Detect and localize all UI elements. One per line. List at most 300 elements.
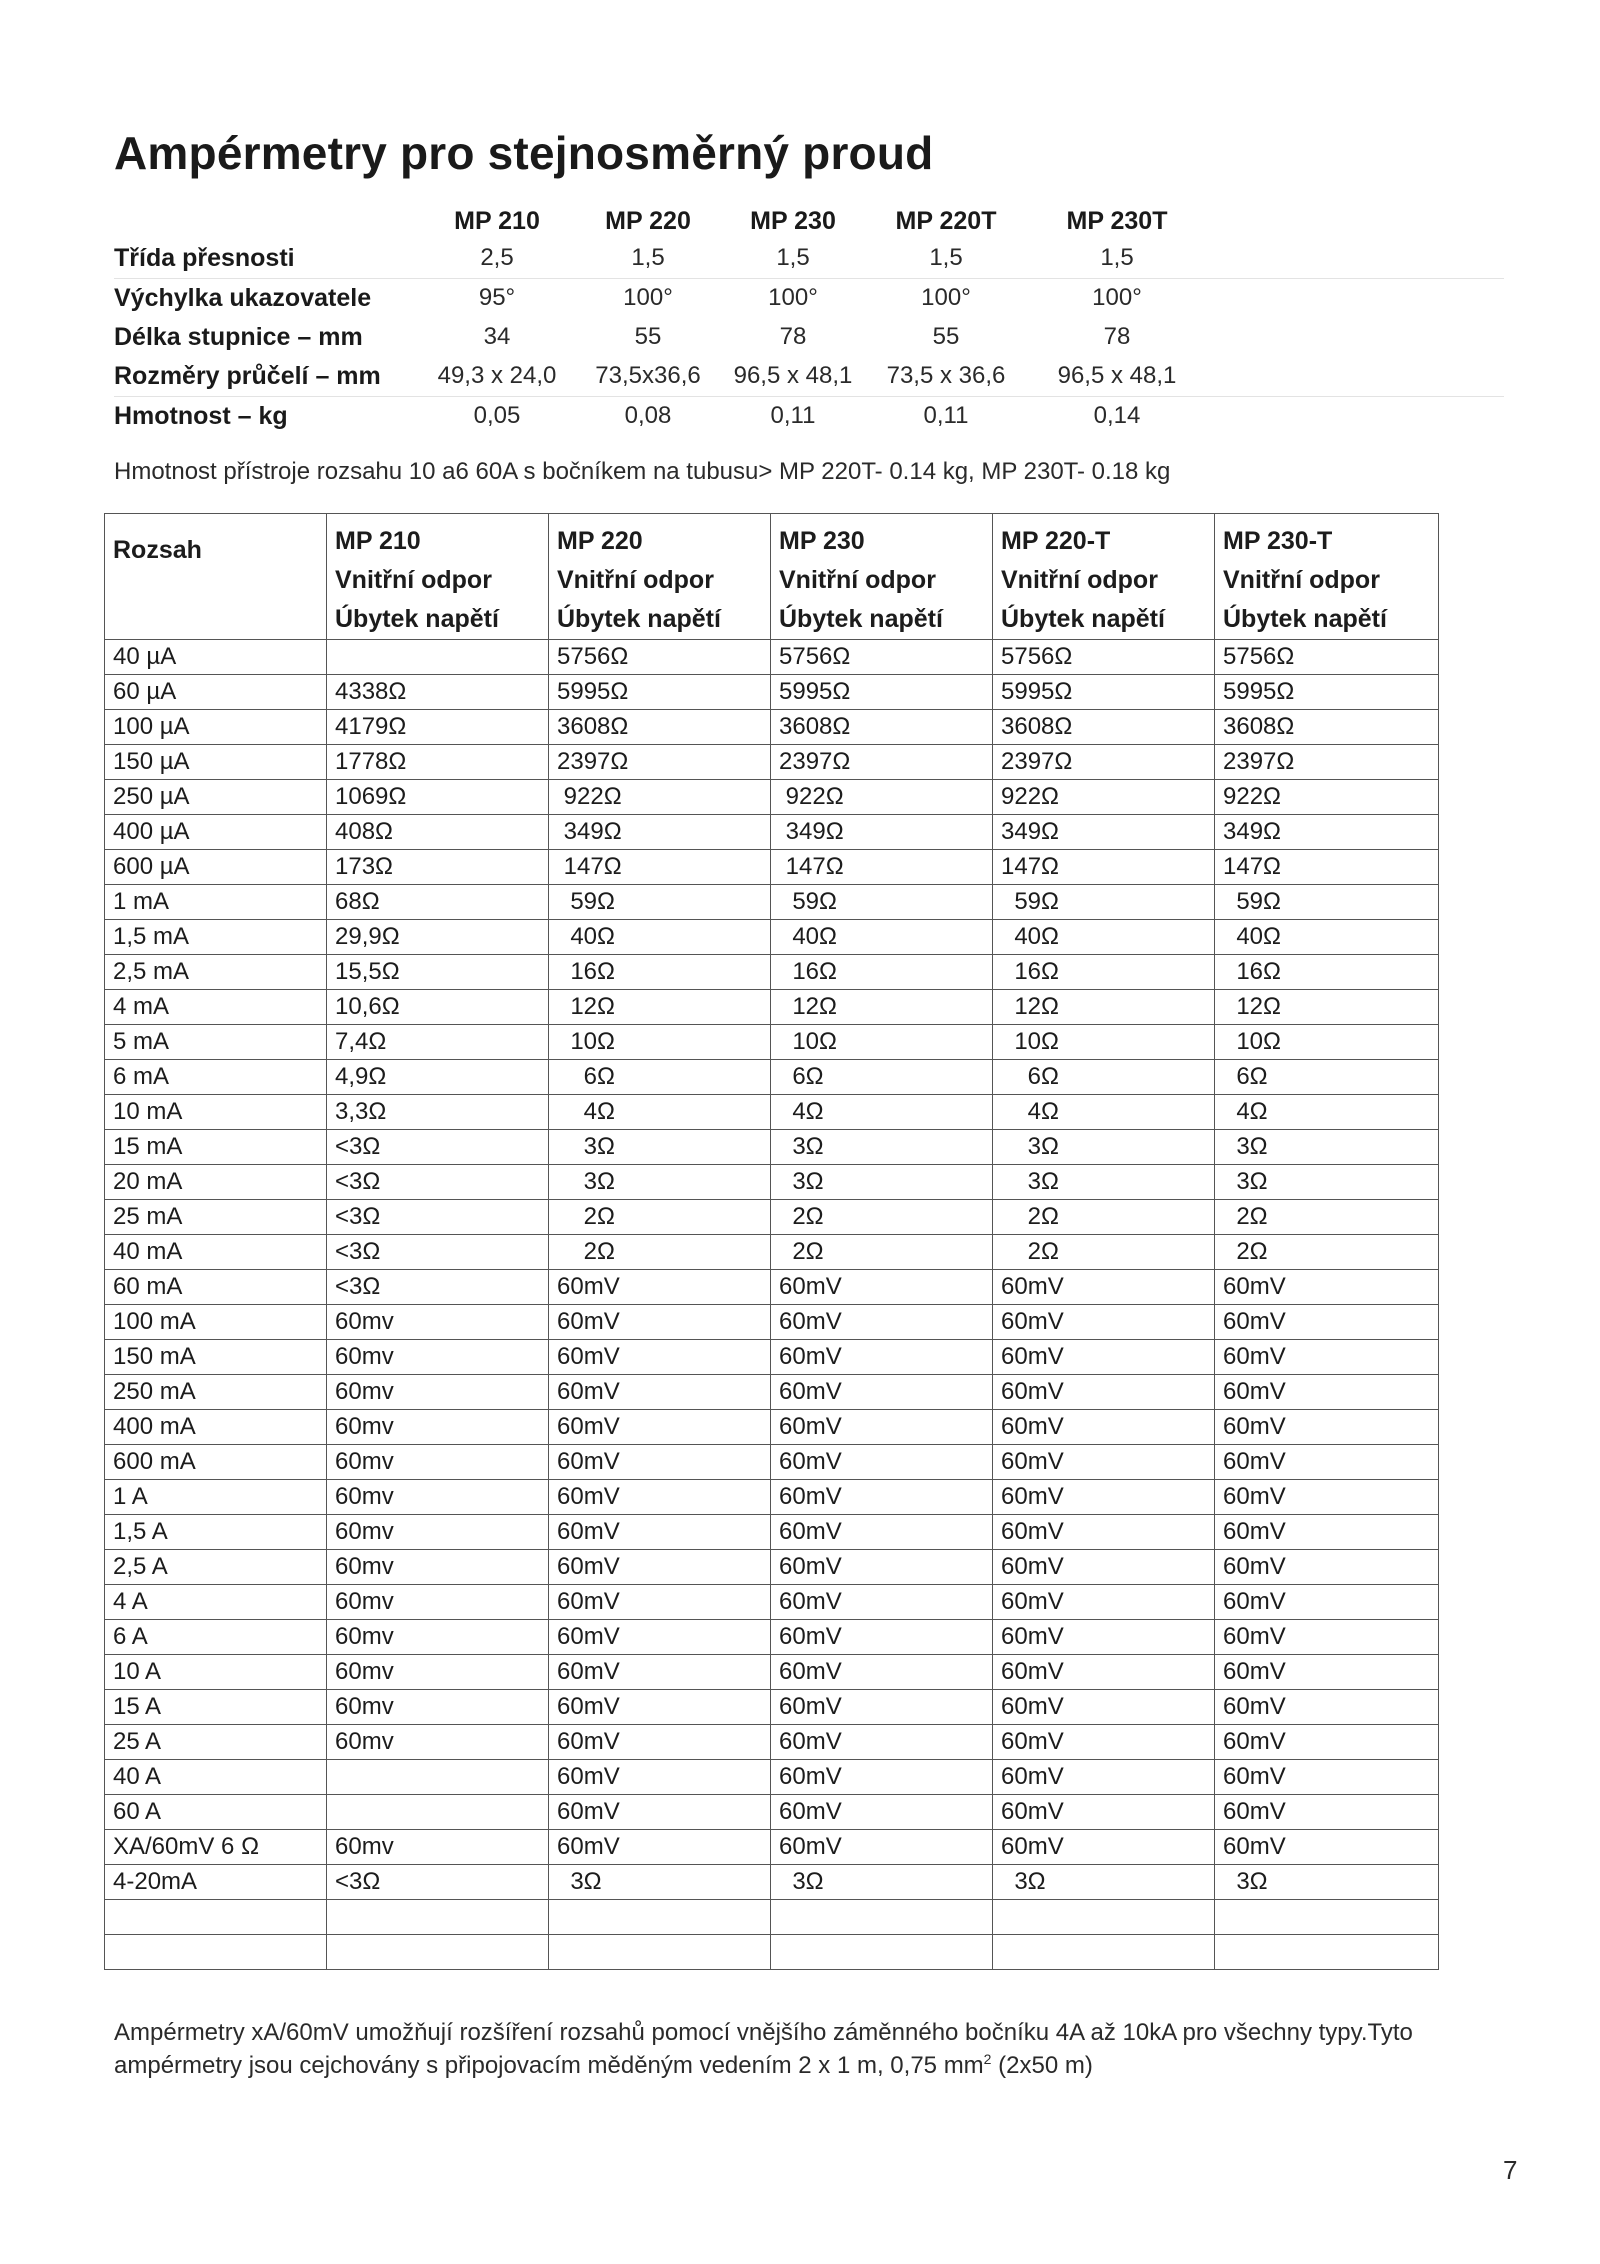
value-cell: 60mV bbox=[1215, 1375, 1439, 1410]
spec-value: 1,5 bbox=[776, 244, 810, 271]
value-cell: 60mV bbox=[993, 1620, 1215, 1655]
range-cell: 250 µA bbox=[105, 780, 327, 815]
value-cell: 60mV bbox=[771, 1305, 993, 1340]
value-cell: 60mV bbox=[771, 1515, 993, 1550]
table-row bbox=[105, 1375, 1439, 1410]
range-cell: 15 A bbox=[105, 1690, 327, 1725]
value-cell: 60mv bbox=[327, 1375, 549, 1410]
value-cell: 60mV bbox=[1215, 1445, 1439, 1480]
value-cell: 2397Ω bbox=[1215, 745, 1439, 780]
value-cell: 60mV bbox=[549, 1340, 771, 1375]
value-cell: 16Ω bbox=[549, 955, 771, 990]
value-cell: <3Ω bbox=[327, 1130, 549, 1165]
value-cell: 60mV bbox=[993, 1760, 1215, 1795]
value-cell: 68Ω bbox=[327, 885, 549, 920]
value-cell: 4Ω bbox=[771, 1095, 993, 1130]
value-cell: 3Ω bbox=[1215, 1130, 1439, 1165]
value-cell: 60mV bbox=[993, 1340, 1215, 1375]
table-row bbox=[105, 1480, 1439, 1515]
value-cell: 922Ω bbox=[1215, 780, 1439, 815]
value-cell: 60mV bbox=[771, 1445, 993, 1480]
column-header-line: Úbytek napětí bbox=[557, 605, 721, 633]
value-cell: 408Ω bbox=[327, 815, 549, 850]
range-cell: 400 mA bbox=[105, 1410, 327, 1445]
value-cell: 60mV bbox=[549, 1375, 771, 1410]
column-header-line: MP 220 bbox=[557, 527, 643, 555]
value-cell: 3Ω bbox=[771, 1165, 993, 1200]
value-cell: 59Ω bbox=[993, 885, 1215, 920]
column-header-line: MP 230 bbox=[779, 527, 865, 555]
value-cell: 60mV bbox=[993, 1550, 1215, 1585]
value-cell: 60mV bbox=[993, 1725, 1215, 1760]
value-cell: 5756Ω bbox=[549, 640, 771, 675]
footer-tail: (2x50 m) bbox=[991, 2052, 1093, 2079]
range-cell: 40 µA bbox=[105, 640, 327, 675]
value-cell: <3Ω bbox=[327, 1200, 549, 1235]
range-cell: 40 A bbox=[105, 1760, 327, 1795]
model-column-header bbox=[1215, 514, 1439, 640]
value-cell: 3Ω bbox=[549, 1130, 771, 1165]
column-header-line: Úbytek napětí bbox=[335, 605, 499, 633]
value-cell: 60mV bbox=[993, 1305, 1215, 1340]
table-row bbox=[105, 1550, 1439, 1585]
value-cell: 60mV bbox=[993, 1410, 1215, 1445]
value-cell: 4Ω bbox=[1215, 1095, 1439, 1130]
value-cell: 59Ω bbox=[549, 885, 771, 920]
model-column-header bbox=[993, 514, 1215, 640]
range-cell: 6 mA bbox=[105, 1060, 327, 1095]
value-cell: 12Ω bbox=[771, 990, 993, 1025]
value-cell: 5995Ω bbox=[549, 675, 771, 710]
value-cell bbox=[1215, 1900, 1439, 1935]
value-cell: 1069Ω bbox=[327, 780, 549, 815]
value-cell: 60mv bbox=[327, 1690, 549, 1725]
value-cell bbox=[771, 1935, 993, 1970]
spec-value: 100° bbox=[1092, 284, 1142, 311]
value-cell: 16Ω bbox=[1215, 955, 1439, 990]
value-cell: 16Ω bbox=[771, 955, 993, 990]
model-column-header bbox=[549, 514, 771, 640]
value-cell: 3Ω bbox=[993, 1130, 1215, 1165]
column-header-line: MP 220-T bbox=[1001, 527, 1111, 555]
table-row bbox=[105, 1060, 1439, 1095]
value-cell bbox=[327, 1935, 549, 1970]
table-row bbox=[105, 710, 1439, 745]
table-row bbox=[105, 1795, 1439, 1830]
footer-note bbox=[114, 2020, 1474, 2079]
table-row bbox=[105, 745, 1439, 780]
value-cell: 4Ω bbox=[549, 1095, 771, 1130]
value-cell: 60mv bbox=[327, 1655, 549, 1690]
table-row bbox=[105, 780, 1439, 815]
value-cell bbox=[327, 1795, 549, 1830]
value-cell: 60mV bbox=[993, 1375, 1215, 1410]
value-cell: 3Ω bbox=[549, 1165, 771, 1200]
spec-model-header: MP 230T bbox=[1066, 207, 1168, 235]
value-cell: 60mV bbox=[993, 1480, 1215, 1515]
range-cell: 4-20mA bbox=[105, 1865, 327, 1900]
value-cell: <3Ω bbox=[327, 1165, 549, 1200]
value-cell: 5756Ω bbox=[993, 640, 1215, 675]
value-cell: 10Ω bbox=[549, 1025, 771, 1060]
table-row bbox=[105, 1585, 1439, 1620]
value-cell: 3608Ω bbox=[549, 710, 771, 745]
value-cell: 2Ω bbox=[549, 1200, 771, 1235]
table-row bbox=[105, 640, 1439, 675]
range-cell: 40 mA bbox=[105, 1235, 327, 1270]
value-cell: 4Ω bbox=[993, 1095, 1215, 1130]
spec-row bbox=[114, 239, 1504, 279]
range-cell: 400 µA bbox=[105, 815, 327, 850]
range-cell: 5 mA bbox=[105, 1025, 327, 1060]
spec-value: 100° bbox=[623, 284, 673, 311]
value-cell: 60mV bbox=[549, 1410, 771, 1445]
table-row bbox=[105, 1235, 1439, 1270]
value-cell: 147Ω bbox=[549, 850, 771, 885]
value-cell: 60mV bbox=[1215, 1760, 1439, 1795]
table-row bbox=[105, 1655, 1439, 1690]
spec-value: 73,5x36,6 bbox=[595, 362, 701, 389]
table-row bbox=[105, 1025, 1439, 1060]
value-cell: 60mv bbox=[327, 1480, 549, 1515]
range-cell: 250 mA bbox=[105, 1375, 327, 1410]
spec-value: 0,08 bbox=[624, 402, 672, 429]
value-cell: 5995Ω bbox=[771, 675, 993, 710]
range-cell: 100 mA bbox=[105, 1305, 327, 1340]
value-cell: 60mV bbox=[549, 1480, 771, 1515]
value-cell: 60mV bbox=[993, 1585, 1215, 1620]
value-cell: 60mV bbox=[771, 1375, 993, 1410]
range-cell: 600 µA bbox=[105, 850, 327, 885]
value-cell: 3Ω bbox=[771, 1865, 993, 1900]
spec-row bbox=[114, 357, 1504, 397]
range-cell: 6 A bbox=[105, 1620, 327, 1655]
value-cell: 60mV bbox=[549, 1760, 771, 1795]
value-cell: 60mv bbox=[327, 1620, 549, 1655]
range-cell: 150 mA bbox=[105, 1340, 327, 1375]
spec-row-label: Hmotnost – kg bbox=[114, 402, 288, 430]
spec-table bbox=[114, 205, 1504, 436]
value-cell: 60mV bbox=[771, 1795, 993, 1830]
spec-value: 100° bbox=[921, 284, 971, 311]
table-row bbox=[105, 1270, 1439, 1305]
value-cell: 2Ω bbox=[1215, 1200, 1439, 1235]
range-cell: 20 mA bbox=[105, 1165, 327, 1200]
value-cell: 60mV bbox=[1215, 1340, 1439, 1375]
value-cell: 60mV bbox=[771, 1690, 993, 1725]
value-cell: 60mV bbox=[549, 1585, 771, 1620]
range-cell bbox=[105, 1935, 327, 1970]
value-cell: 60mV bbox=[549, 1305, 771, 1340]
spec-value: 34 bbox=[483, 323, 511, 350]
table-row bbox=[105, 1760, 1439, 1795]
table-row bbox=[105, 1130, 1439, 1165]
value-cell: 29,9Ω bbox=[327, 920, 549, 955]
value-cell: 60mV bbox=[549, 1445, 771, 1480]
value-cell: 12Ω bbox=[1215, 990, 1439, 1025]
spec-model-header: MP 220 bbox=[605, 207, 691, 235]
value-cell: 60mv bbox=[327, 1550, 549, 1585]
value-cell: 15,5Ω bbox=[327, 955, 549, 990]
table-row bbox=[105, 1935, 1439, 1970]
value-cell bbox=[771, 1900, 993, 1935]
value-cell: 60mV bbox=[549, 1655, 771, 1690]
range-cell: 10 mA bbox=[105, 1095, 327, 1130]
value-cell: 60mV bbox=[549, 1270, 771, 1305]
value-cell bbox=[327, 640, 549, 675]
value-cell: 40Ω bbox=[1215, 920, 1439, 955]
spec-row-label: Rozměry průčelí – mm bbox=[114, 362, 381, 390]
spec-value: 78 bbox=[779, 323, 807, 350]
value-cell: 60mV bbox=[771, 1830, 993, 1865]
value-cell bbox=[1215, 1935, 1439, 1970]
spec-model-header: MP 230 bbox=[750, 207, 836, 235]
value-cell: 3Ω bbox=[1215, 1865, 1439, 1900]
spec-value: 49,3 x 24,0 bbox=[437, 362, 557, 389]
table-row bbox=[105, 675, 1439, 710]
table-row bbox=[105, 850, 1439, 885]
value-cell: 349Ω bbox=[1215, 815, 1439, 850]
value-cell: 60mV bbox=[993, 1270, 1215, 1305]
range-cell: 60 µA bbox=[105, 675, 327, 710]
table-row bbox=[105, 885, 1439, 920]
column-header-line: Vnitřní odpor bbox=[779, 566, 936, 594]
value-cell: 40Ω bbox=[549, 920, 771, 955]
value-cell: 60mV bbox=[1215, 1480, 1439, 1515]
value-cell: 40Ω bbox=[771, 920, 993, 955]
value-cell: 60mv bbox=[327, 1305, 549, 1340]
value-cell: 60mV bbox=[549, 1795, 771, 1830]
value-cell: 5756Ω bbox=[771, 640, 993, 675]
column-header-line: Úbytek napětí bbox=[779, 605, 943, 633]
value-cell bbox=[993, 1935, 1215, 1970]
value-cell: 60mV bbox=[1215, 1795, 1439, 1830]
value-cell: 60mV bbox=[549, 1830, 771, 1865]
value-cell: <3Ω bbox=[327, 1270, 549, 1305]
value-cell bbox=[549, 1935, 771, 1970]
table-row bbox=[105, 1830, 1439, 1865]
value-cell: 4338Ω bbox=[327, 675, 549, 710]
value-cell: 60mV bbox=[771, 1655, 993, 1690]
spec-value: 78 bbox=[1103, 323, 1131, 350]
page-number: 7 bbox=[1503, 2155, 1518, 2185]
range-table bbox=[104, 513, 1439, 1970]
value-cell: 12Ω bbox=[549, 990, 771, 1025]
table-row bbox=[105, 815, 1439, 850]
spec-value: 100° bbox=[768, 284, 818, 311]
page-title: Ampérmetry pro stejnosměrný proud bbox=[114, 127, 934, 179]
column-header-line: Úbytek napětí bbox=[1001, 605, 1165, 633]
value-cell: 2Ω bbox=[993, 1200, 1215, 1235]
value-cell: 60mV bbox=[993, 1655, 1215, 1690]
value-cell: 12Ω bbox=[993, 990, 1215, 1025]
table-row bbox=[105, 1445, 1439, 1480]
value-cell: 6Ω bbox=[993, 1060, 1215, 1095]
value-cell: 922Ω bbox=[771, 780, 993, 815]
value-cell: 10Ω bbox=[1215, 1025, 1439, 1060]
value-cell: 60mV bbox=[771, 1620, 993, 1655]
value-cell: 3Ω bbox=[993, 1165, 1215, 1200]
model-column-header bbox=[327, 514, 549, 640]
spec-value: 96,5 x 48,1 bbox=[733, 362, 853, 389]
spec-row bbox=[114, 318, 1504, 357]
value-cell: 3608Ω bbox=[993, 710, 1215, 745]
range-cell: 25 A bbox=[105, 1725, 327, 1760]
value-cell: 60mV bbox=[549, 1620, 771, 1655]
column-header-line: Úbytek napětí bbox=[1223, 605, 1387, 633]
range-cell: 1 A bbox=[105, 1480, 327, 1515]
range-cell: 2,5 mA bbox=[105, 955, 327, 990]
value-cell: 2Ω bbox=[549, 1235, 771, 1270]
table-row bbox=[105, 1410, 1439, 1445]
value-cell: 60mV bbox=[771, 1270, 993, 1305]
value-cell: 60mV bbox=[1215, 1620, 1439, 1655]
value-cell: 60mv bbox=[327, 1515, 549, 1550]
value-cell: 2Ω bbox=[771, 1235, 993, 1270]
value-cell: 60mv bbox=[327, 1725, 549, 1760]
value-cell: 60mV bbox=[549, 1690, 771, 1725]
spec-header-row bbox=[114, 205, 1504, 239]
value-cell: 4,9Ω bbox=[327, 1060, 549, 1095]
value-cell: 10,6Ω bbox=[327, 990, 549, 1025]
table-row bbox=[105, 1200, 1439, 1235]
spec-row-label: Třída přesnosti bbox=[114, 244, 295, 272]
value-cell: 10Ω bbox=[993, 1025, 1215, 1060]
value-cell: 3Ω bbox=[771, 1130, 993, 1165]
value-cell: 60mV bbox=[1215, 1550, 1439, 1585]
value-cell: 1778Ω bbox=[327, 745, 549, 780]
footer-superscript: 2 bbox=[983, 2051, 992, 2067]
value-cell: 922Ω bbox=[549, 780, 771, 815]
column-header-line: Vnitřní odpor bbox=[335, 566, 492, 594]
spec-model-header: MP 210 bbox=[454, 207, 540, 235]
value-cell: 60mV bbox=[771, 1340, 993, 1375]
value-cell: 3608Ω bbox=[771, 710, 993, 745]
table-row bbox=[105, 955, 1439, 990]
value-cell: 5995Ω bbox=[993, 675, 1215, 710]
value-cell: 3Ω bbox=[993, 1865, 1215, 1900]
value-cell: 60mv bbox=[327, 1585, 549, 1620]
value-cell: 6Ω bbox=[1215, 1060, 1439, 1095]
value-cell: 5995Ω bbox=[1215, 675, 1439, 710]
column-header-line: MP 210 bbox=[335, 527, 421, 555]
value-cell: 60mV bbox=[549, 1515, 771, 1550]
value-cell: 2397Ω bbox=[993, 745, 1215, 780]
spec-value: 95° bbox=[478, 284, 516, 311]
range-cell: 4 mA bbox=[105, 990, 327, 1025]
spec-value: 0,11 bbox=[923, 402, 969, 429]
spec-value: 1,5 bbox=[631, 244, 665, 271]
value-cell: <3Ω bbox=[327, 1235, 549, 1270]
value-cell: 6Ω bbox=[771, 1060, 993, 1095]
range-cell: 1,5 mA bbox=[105, 920, 327, 955]
value-cell: 7,4Ω bbox=[327, 1025, 549, 1060]
range-cell: 25 mA bbox=[105, 1200, 327, 1235]
value-cell: 16Ω bbox=[993, 955, 1215, 990]
column-header-line: Vnitřní odpor bbox=[557, 566, 714, 594]
value-cell: 60mV bbox=[771, 1760, 993, 1795]
spec-model-header: MP 220T bbox=[895, 207, 997, 235]
value-cell: 173Ω bbox=[327, 850, 549, 885]
footer-text: Ampérmetry xA/60mV umožňují rozšíření rozsahů pomocí vnějšího záměnného bočníku 4A až 10kA pro všechny typy.Tyto ampérmetry jsou cejchovány s připojovacím měděným vedením 2 x 1 m, 0,75 mm bbox=[114, 2019, 1413, 2079]
table-row bbox=[105, 1165, 1439, 1200]
value-cell: 3Ω bbox=[1215, 1165, 1439, 1200]
range-cell: 150 µA bbox=[105, 745, 327, 780]
value-cell: 10Ω bbox=[771, 1025, 993, 1060]
range-cell: 100 µA bbox=[105, 710, 327, 745]
value-cell: 60mv bbox=[327, 1830, 549, 1865]
value-cell bbox=[549, 1900, 771, 1935]
value-cell: 60mV bbox=[1215, 1655, 1439, 1690]
value-cell: 59Ω bbox=[1215, 885, 1439, 920]
value-cell: 922Ω bbox=[993, 780, 1215, 815]
range-cell: 60 A bbox=[105, 1795, 327, 1830]
table-row bbox=[105, 990, 1439, 1025]
spec-value: 55 bbox=[634, 323, 662, 350]
value-cell: 60mv bbox=[327, 1410, 549, 1445]
value-cell: <3Ω bbox=[327, 1865, 549, 1900]
value-cell: 60mV bbox=[993, 1795, 1215, 1830]
spec-value: 0,14 bbox=[1093, 402, 1141, 429]
value-cell: 2Ω bbox=[771, 1200, 993, 1235]
column-header-line: MP 230-T bbox=[1223, 527, 1333, 555]
value-cell: 349Ω bbox=[549, 815, 771, 850]
table-row bbox=[105, 920, 1439, 955]
table-row bbox=[105, 1900, 1439, 1935]
value-cell: 60mV bbox=[1215, 1410, 1439, 1445]
range-cell: 1 mA bbox=[105, 885, 327, 920]
range-cell: 2,5 A bbox=[105, 1550, 327, 1585]
table-row bbox=[105, 1690, 1439, 1725]
value-cell: 5756Ω bbox=[1215, 640, 1439, 675]
value-cell: 60mV bbox=[1215, 1830, 1439, 1865]
value-cell bbox=[327, 1900, 549, 1935]
value-cell: 60mV bbox=[993, 1690, 1215, 1725]
value-cell: 60mV bbox=[993, 1830, 1215, 1865]
value-cell: 147Ω bbox=[1215, 850, 1439, 885]
value-cell: 60mV bbox=[771, 1480, 993, 1515]
spec-value: 1,5 bbox=[929, 244, 963, 271]
range-cell: 4 A bbox=[105, 1585, 327, 1620]
range-cell bbox=[105, 1900, 327, 1935]
value-cell: 3608Ω bbox=[1215, 710, 1439, 745]
value-cell: 60mV bbox=[771, 1410, 993, 1445]
value-cell: 60mV bbox=[549, 1550, 771, 1585]
value-cell: 60mV bbox=[771, 1725, 993, 1760]
range-cell: XA/60mV 6 Ω bbox=[105, 1830, 327, 1865]
table-row bbox=[105, 1515, 1439, 1550]
spec-row bbox=[114, 279, 1504, 318]
table-row bbox=[105, 1095, 1439, 1130]
table-row bbox=[105, 1725, 1439, 1760]
value-cell: 2Ω bbox=[993, 1235, 1215, 1270]
range-header: Rozsah bbox=[105, 514, 327, 640]
column-header-line: Vnitřní odpor bbox=[1001, 566, 1158, 594]
table-row bbox=[105, 1340, 1439, 1375]
model-column-header bbox=[771, 514, 993, 640]
spec-value: 96,5 x 48,1 bbox=[1057, 362, 1177, 389]
weight-note: Hmotnost přístroje rozsahu 10 a6 60A s bočníkem na tubusu> MP 220T- 0.14 kg, MP 230T- 0.18 kg bbox=[114, 458, 1171, 485]
value-cell: 60mV bbox=[1215, 1270, 1439, 1305]
value-cell: 60mv bbox=[327, 1445, 549, 1480]
value-cell: 3,3Ω bbox=[327, 1095, 549, 1130]
value-cell: 3Ω bbox=[549, 1865, 771, 1900]
range-cell: 1,5 A bbox=[105, 1515, 327, 1550]
value-cell: 2Ω bbox=[1215, 1235, 1439, 1270]
table-row bbox=[105, 1865, 1439, 1900]
value-cell: 40Ω bbox=[993, 920, 1215, 955]
spec-value: 0,05 bbox=[473, 402, 521, 429]
